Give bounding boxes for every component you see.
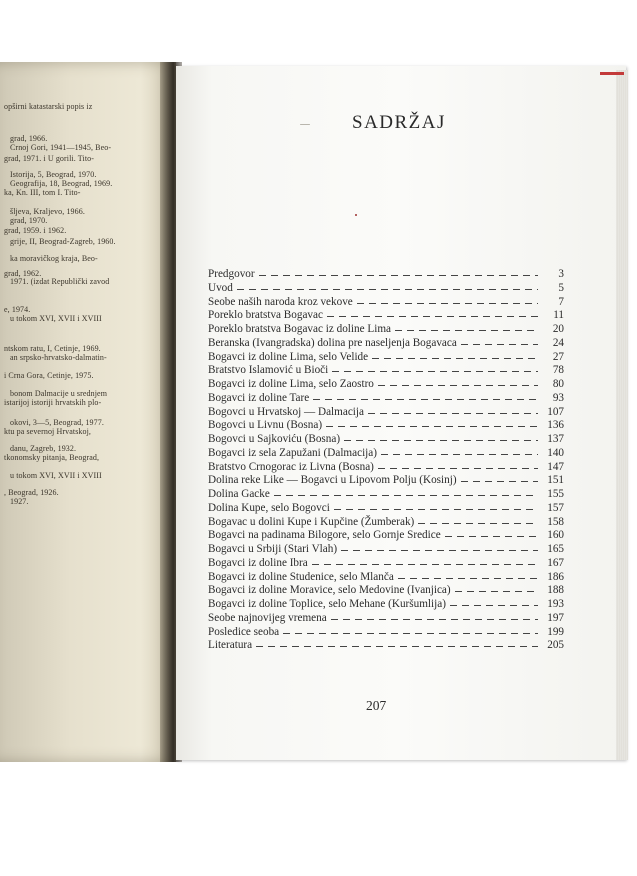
toc-entry-page: 157 xyxy=(547,501,564,514)
toc-leader-dashes xyxy=(256,646,538,647)
toc-entry-label: Bogavci iz doline Ibra xyxy=(208,556,308,569)
toc-entry-page: 158 xyxy=(547,515,564,528)
toc-entry xyxy=(208,612,564,625)
toc-entry xyxy=(208,584,564,597)
toc-leader-dashes xyxy=(368,413,538,414)
toc-leader-dashes xyxy=(341,550,538,551)
toc-entry-label: Bogavci iz doline Toplice, selo Mehane (Kuršumlija) xyxy=(208,598,446,610)
left-page-text-line: bonom Dalmacije u srednjem xyxy=(10,389,108,398)
left-page-text-line: grije, II, Beograd-Zagreb, 1960. xyxy=(10,237,116,246)
toc-entry-page: 137 xyxy=(547,433,564,445)
left-page-text-line: Geografija, 18, Beograd, 1969. xyxy=(10,179,113,188)
toc-entry xyxy=(208,406,564,419)
toc-entry xyxy=(208,474,564,487)
toc-entry-label: Bogavci iz doline Moravice, selo Medovine (Ivanjica) xyxy=(208,584,451,597)
toc-entry xyxy=(208,392,564,405)
toc-title: SADRŽAJ xyxy=(352,112,446,133)
toc-entry xyxy=(208,488,564,501)
toc-leader-dashes xyxy=(344,440,538,441)
toc-entry xyxy=(208,337,564,350)
page-number: 207 xyxy=(366,698,387,713)
left-page-text-line: 1971. (izdat Republički zavod xyxy=(10,277,110,286)
toc-leader-dashes xyxy=(378,385,538,386)
toc-entry xyxy=(208,323,564,336)
left-page-text-line: , Beograd, 1926. xyxy=(4,488,59,497)
toc-entry xyxy=(208,268,564,281)
left-page-text-line: ntskom ratu, I, Cetinje, 1969. xyxy=(4,344,101,353)
toc-entry xyxy=(208,378,564,391)
toc-leader-dashes xyxy=(334,509,538,510)
toc-entry xyxy=(208,351,564,364)
toc-entry-page: 7 xyxy=(558,295,564,308)
toc-entry-page: 93 xyxy=(552,391,564,404)
toc-entry-page: 27 xyxy=(552,350,564,363)
left-page-text-line: grad, 1971. i U gorili. Tito- xyxy=(4,154,95,163)
toc-leader-dashes xyxy=(445,536,538,537)
toc-entry-page: 160 xyxy=(547,529,564,542)
left-page-text-line: okovi, 3—5, Beograd, 1977. xyxy=(10,418,104,427)
toc-entry-page: 136 xyxy=(547,419,564,432)
left-page-text-line: grad, 1966. xyxy=(10,134,48,143)
toc-entry xyxy=(208,598,564,611)
paper-speck xyxy=(300,124,310,125)
left-page-text-line: 1927. xyxy=(10,497,29,506)
toc-entry-label: Bogovci u Livnu (Bosna) xyxy=(208,419,323,432)
left-page-text-line: u tokom XVI, XVII i XVIII xyxy=(10,314,102,323)
toc-entry-page: 24 xyxy=(552,336,564,349)
left-page xyxy=(0,62,176,762)
left-page-text-line: grad, 1970. xyxy=(10,216,48,225)
toc-leader-dashes xyxy=(274,495,538,496)
toc-entry-page: 186 xyxy=(547,570,564,583)
toc-leader-dashes xyxy=(237,289,538,290)
toc-entry-page: 80 xyxy=(552,378,564,390)
left-page-text-line: grad, 1962. xyxy=(4,269,42,278)
left-page-text-line: u tokom XVI, XVII i XVIII xyxy=(10,471,102,480)
toc-leader-dashes xyxy=(283,633,538,634)
toc-entry-page: 193 xyxy=(547,598,564,610)
toc-entry xyxy=(208,296,564,309)
toc-entry xyxy=(208,419,564,432)
left-page-text-line: danu, Zagreb, 1932. xyxy=(10,444,77,453)
left-page-text-line: e, 1974. xyxy=(4,305,31,314)
toc-entry-label: Bratstvo Crnogorac iz Livna (Bosna) xyxy=(208,460,374,473)
red-bookmark-edge xyxy=(600,72,624,75)
toc-entry-page: 107 xyxy=(547,405,564,418)
left-page-text-line: grad, 1959. i 1962. xyxy=(4,226,67,235)
toc-entry-label: Seobe najnovijeg vremena xyxy=(208,611,327,624)
toc-leader-dashes xyxy=(381,454,538,455)
left-page-text-line: Istorija, 5, Beograd, 1970. xyxy=(10,170,97,179)
toc-leader-dashes xyxy=(313,399,538,400)
toc-leader-dashes xyxy=(461,481,538,482)
toc-entry-page: 165 xyxy=(547,543,564,555)
toc-entry-page: 3 xyxy=(558,268,564,280)
toc-entry-label: Beranska (Ivangradska) dolina pre naseljenja Bogavaca xyxy=(208,336,457,349)
toc-leader-dashes xyxy=(461,344,538,345)
toc-entry xyxy=(208,502,564,515)
toc-entry-label: Dolina reke Like — Bogavci u Lipovom Polju (Kosinj) xyxy=(208,474,457,487)
toc-leader-dashes xyxy=(418,523,538,524)
toc-entry-page: 197 xyxy=(547,611,564,624)
toc-leader-dashes xyxy=(331,619,538,620)
toc-leader-dashes xyxy=(398,578,538,579)
toc-leader-dashes xyxy=(312,564,538,565)
toc-entry-page: 20 xyxy=(552,323,564,335)
toc-leader-dashes xyxy=(326,426,538,427)
toc-entry-label: Poreklo bratstva Bogavac xyxy=(208,309,323,322)
toc-entry-page: 78 xyxy=(552,364,564,377)
toc-entry xyxy=(208,543,564,556)
toc-entry-page: 151 xyxy=(547,474,564,487)
toc-entry xyxy=(208,461,564,474)
toc-leader-dashes xyxy=(259,275,538,276)
toc-entry-label: Bogovci u Sajkoviću (Bosna) xyxy=(208,433,341,445)
toc-entry-label: Bogavac u dolini Kupe i Kupčine (Žumberak) xyxy=(208,515,415,528)
toc-entry-label: Bogavci iz doline Tare xyxy=(208,391,310,404)
toc-entry-label: Uvod xyxy=(208,281,233,294)
toc-entry-label: Dolina Kupe, selo Bogovci xyxy=(208,501,330,514)
toc-entry-label: Bogavci na padinama Bilogore, selo Gornje Sredice xyxy=(208,529,441,542)
toc-leader-dashes xyxy=(357,303,538,304)
toc-leader-dashes xyxy=(395,330,538,331)
toc-entry xyxy=(208,309,564,322)
toc-entry-label: Seobe naših naroda kroz vekove xyxy=(208,295,353,308)
toc-entry-page: 199 xyxy=(547,625,564,638)
toc-entry-label: Dolina Gacke xyxy=(208,488,270,500)
toc-entry-page: 147 xyxy=(547,460,564,473)
left-page-text-line: istarijoj istoriji hrvatskih plo- xyxy=(4,398,102,407)
toc-leader-dashes xyxy=(372,358,538,359)
page-edges xyxy=(616,70,628,760)
toc-entry xyxy=(208,571,564,584)
toc-entry-label: Poreklo bratstva Bogavac iz doline Lima xyxy=(208,323,391,335)
toc-entry-label: Bogavci iz doline Lima, selo Velide xyxy=(208,350,369,363)
toc-entry xyxy=(208,529,564,542)
toc-entry-page: 5 xyxy=(558,281,564,294)
toc-entry-page: 155 xyxy=(547,488,564,500)
toc-entry-label: Bogavci iz doline Studenice, selo Mlanča xyxy=(208,570,394,583)
toc-leader-dashes xyxy=(327,316,538,317)
left-page-text-line: tkonomsky pitanja, Beograd, xyxy=(4,453,100,462)
toc-entry-label: Predgovor xyxy=(208,268,255,280)
toc-leader-dashes xyxy=(450,605,538,606)
toc-entry-label: Bogavci iz sela Zapužani (Dalmacija) xyxy=(208,446,377,459)
left-page-text-line: ktu pa severnoj Hrvatskoj, xyxy=(4,427,92,436)
toc-entry-label: Bratstvo Islamović u Bioči xyxy=(208,364,329,377)
toc-entry-label: Bogovci u Hrvatskoj — Dalmacija xyxy=(208,405,364,418)
toc-entry xyxy=(208,639,564,652)
left-page-text-line: opširni katastarski popis iz xyxy=(4,102,93,111)
toc-entry xyxy=(208,282,564,295)
toc-entry-page: 205 xyxy=(547,639,564,652)
toc-entry xyxy=(208,516,564,529)
toc-entry xyxy=(208,433,564,446)
paper-speck xyxy=(355,214,357,216)
toc-entry xyxy=(208,447,564,460)
toc-entry xyxy=(208,557,564,570)
left-page-text-line: šljeva, Kraljevo, 1966. xyxy=(10,207,85,216)
toc-entry-label: Bogavci iz doline Lima, selo Zaostro xyxy=(208,378,374,390)
toc-leader-dashes xyxy=(332,371,538,372)
toc-entry-label: Literatura xyxy=(208,639,253,652)
left-page-text-line: Crnoj Gori, 1941—1945, Beo- xyxy=(10,143,112,152)
left-page-text-line: ka, Kn. III, tom I. Tito- xyxy=(4,188,81,197)
toc-entry xyxy=(208,626,564,639)
toc-entry-label: Posledice seoba xyxy=(208,625,280,638)
toc-entry-label: Bogavci u Srbiji (Stari Vlah) xyxy=(208,543,338,555)
toc-entry-page: 167 xyxy=(547,556,564,569)
toc-leader-dashes xyxy=(378,468,538,469)
toc-entry xyxy=(208,364,564,377)
toc-entry-page: 11 xyxy=(553,309,564,322)
toc-leader-dashes xyxy=(455,591,538,592)
toc-entry-page: 140 xyxy=(547,446,564,459)
left-page-text-line: i Crna Gora, Cetinje, 1975. xyxy=(4,371,94,380)
left-page-text-line: ka moravičkog kraja, Beo- xyxy=(10,254,98,263)
toc-entry-page: 188 xyxy=(547,584,564,597)
left-page-text-line: an srpsko-hrvatsko-dalmatin- xyxy=(10,353,107,362)
